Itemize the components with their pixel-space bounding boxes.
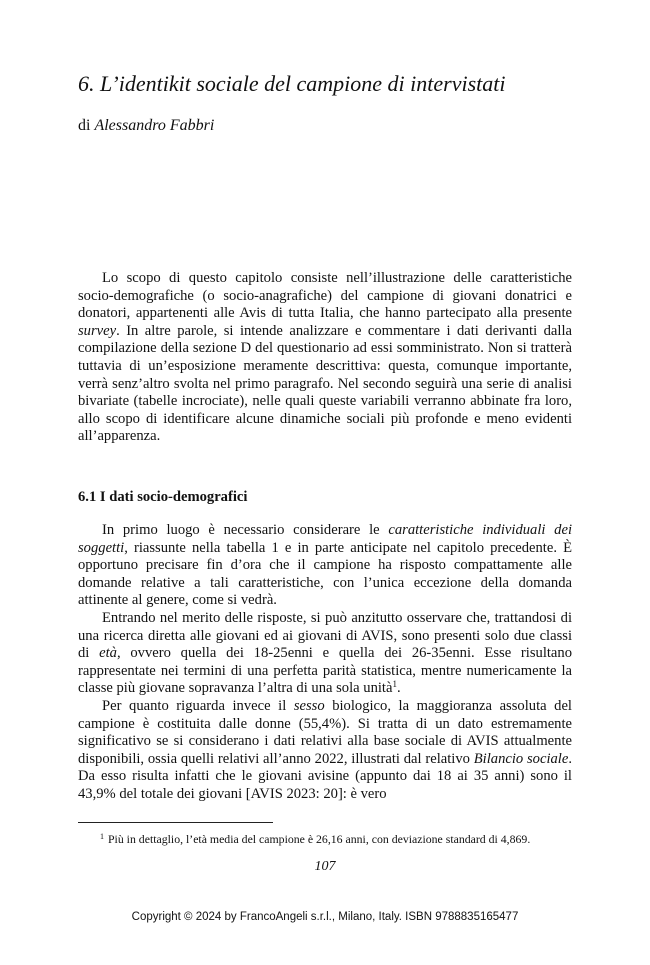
text-run: Lo scopo di questo capitolo consiste nell’illustrazione delle caratteristiche socio-demografiche (o socio-anagrafiche) del campione di giovani donatrici e donatori, appartenenti alle Avis di tutta Italia, che hanno partecipato alla presente (78, 270, 572, 322)
copyright-notice: Copyright © 2024 by FrancoAngeli s.r.l., Milano, Italy. ISBN 9788835165477 (131, 911, 519, 923)
footnote-divider (78, 822, 273, 823)
text-run: Per quanto riguarda invece il (102, 697, 294, 714)
text-run: , ovvero quella dei 18-25enni e quella dei 26-35enni. Esse risultano rappresentate nei termini di una perfetta parità statistica, mentre numericamente la classe più giovane sopravanza l’altra di una sola unità (78, 645, 573, 697)
text-run: , riassunte nella tabella 1 e in parte anticipate nel capitolo precedente. È opportuno precisare fin d’ora che il campione ha risposto compattamente alle domande relative a tali caratteristiche, con l’unica eccezione della domanda attinente al genere, come si vedrà. (78, 539, 572, 609)
paragraph-1 (78, 522, 572, 610)
author-name: Alessandro Fabbri (94, 117, 215, 134)
paragraph-3 (78, 698, 572, 804)
paragraph-2 (78, 610, 572, 698)
footnote-ref[interactable]: 1 (392, 679, 397, 690)
text-run: Entrando nel merito delle risposte, si può anzitutto osservare che, trattandosi di una ricerca diretta alle giovani ed ai giovani di AVIS, sono presenti solo due classi di (78, 609, 572, 662)
emphasis: survey (78, 322, 117, 339)
text-run: . Da esso risulta infatti che le giovani avisine (appunto dai 18 ai 35 anni) sono il 43,9% del totale dei giovani [AVIS 2023: 20]: è vero (78, 750, 572, 802)
footnote-mark: 1 (100, 832, 104, 841)
intro-text (78, 270, 572, 446)
emphasis: età (99, 645, 117, 662)
emphasis: caratteristiche individuali dei soggetti (78, 522, 572, 556)
text-run: In primo luogo è necessario considerare le (102, 522, 389, 538)
emphasis: Bilancio sociale (473, 750, 569, 767)
text-run: . (396, 680, 401, 697)
section-text (78, 522, 572, 804)
footnote-text: Più in dettaglio, l’età media del campione è 26,16 anni, con deviazione standard di 4,869. (108, 832, 531, 846)
emphasis: sesso (293, 697, 325, 714)
intro-paragraph (78, 270, 572, 446)
byline-prefix: di (78, 117, 95, 134)
text-run: biologico, la maggioranza assoluta del campione è costituita dalle donne (55,4%). Si tratta di un dato estremamente significativo se si considerano i dati relativi alla base sociale di AVIS attualmente disponibili, ossia quelli relativi all’anno 2022, illustrati dal relativo (78, 697, 572, 767)
page-number: 107 (314, 859, 336, 874)
chapter-title: 6. L’identikit sociale del campione di intervistati (78, 71, 506, 96)
footnote (100, 832, 580, 847)
byline (78, 116, 214, 136)
text-run: . In altre parole, si intende analizzare e commentare i dati derivanti dalla compilazione della sezione D del questionario ad essi somministrato. Non si tratterà tuttavia di un’esposizione meramente descrittiva: questa, comunque importante, verrà senz’altro svolta nel primo paragrafo. Nel secondo seguirà una serie di analisi bivariate (tabelle incrociate), nelle quali queste variabili verranno abbinate fra loro, allo scopo di identificare alcune dinamiche sociali più profonde e meno evidenti all’apparenza. (78, 322, 572, 445)
section-heading: 6.1 I dati socio-demografici (78, 489, 248, 505)
